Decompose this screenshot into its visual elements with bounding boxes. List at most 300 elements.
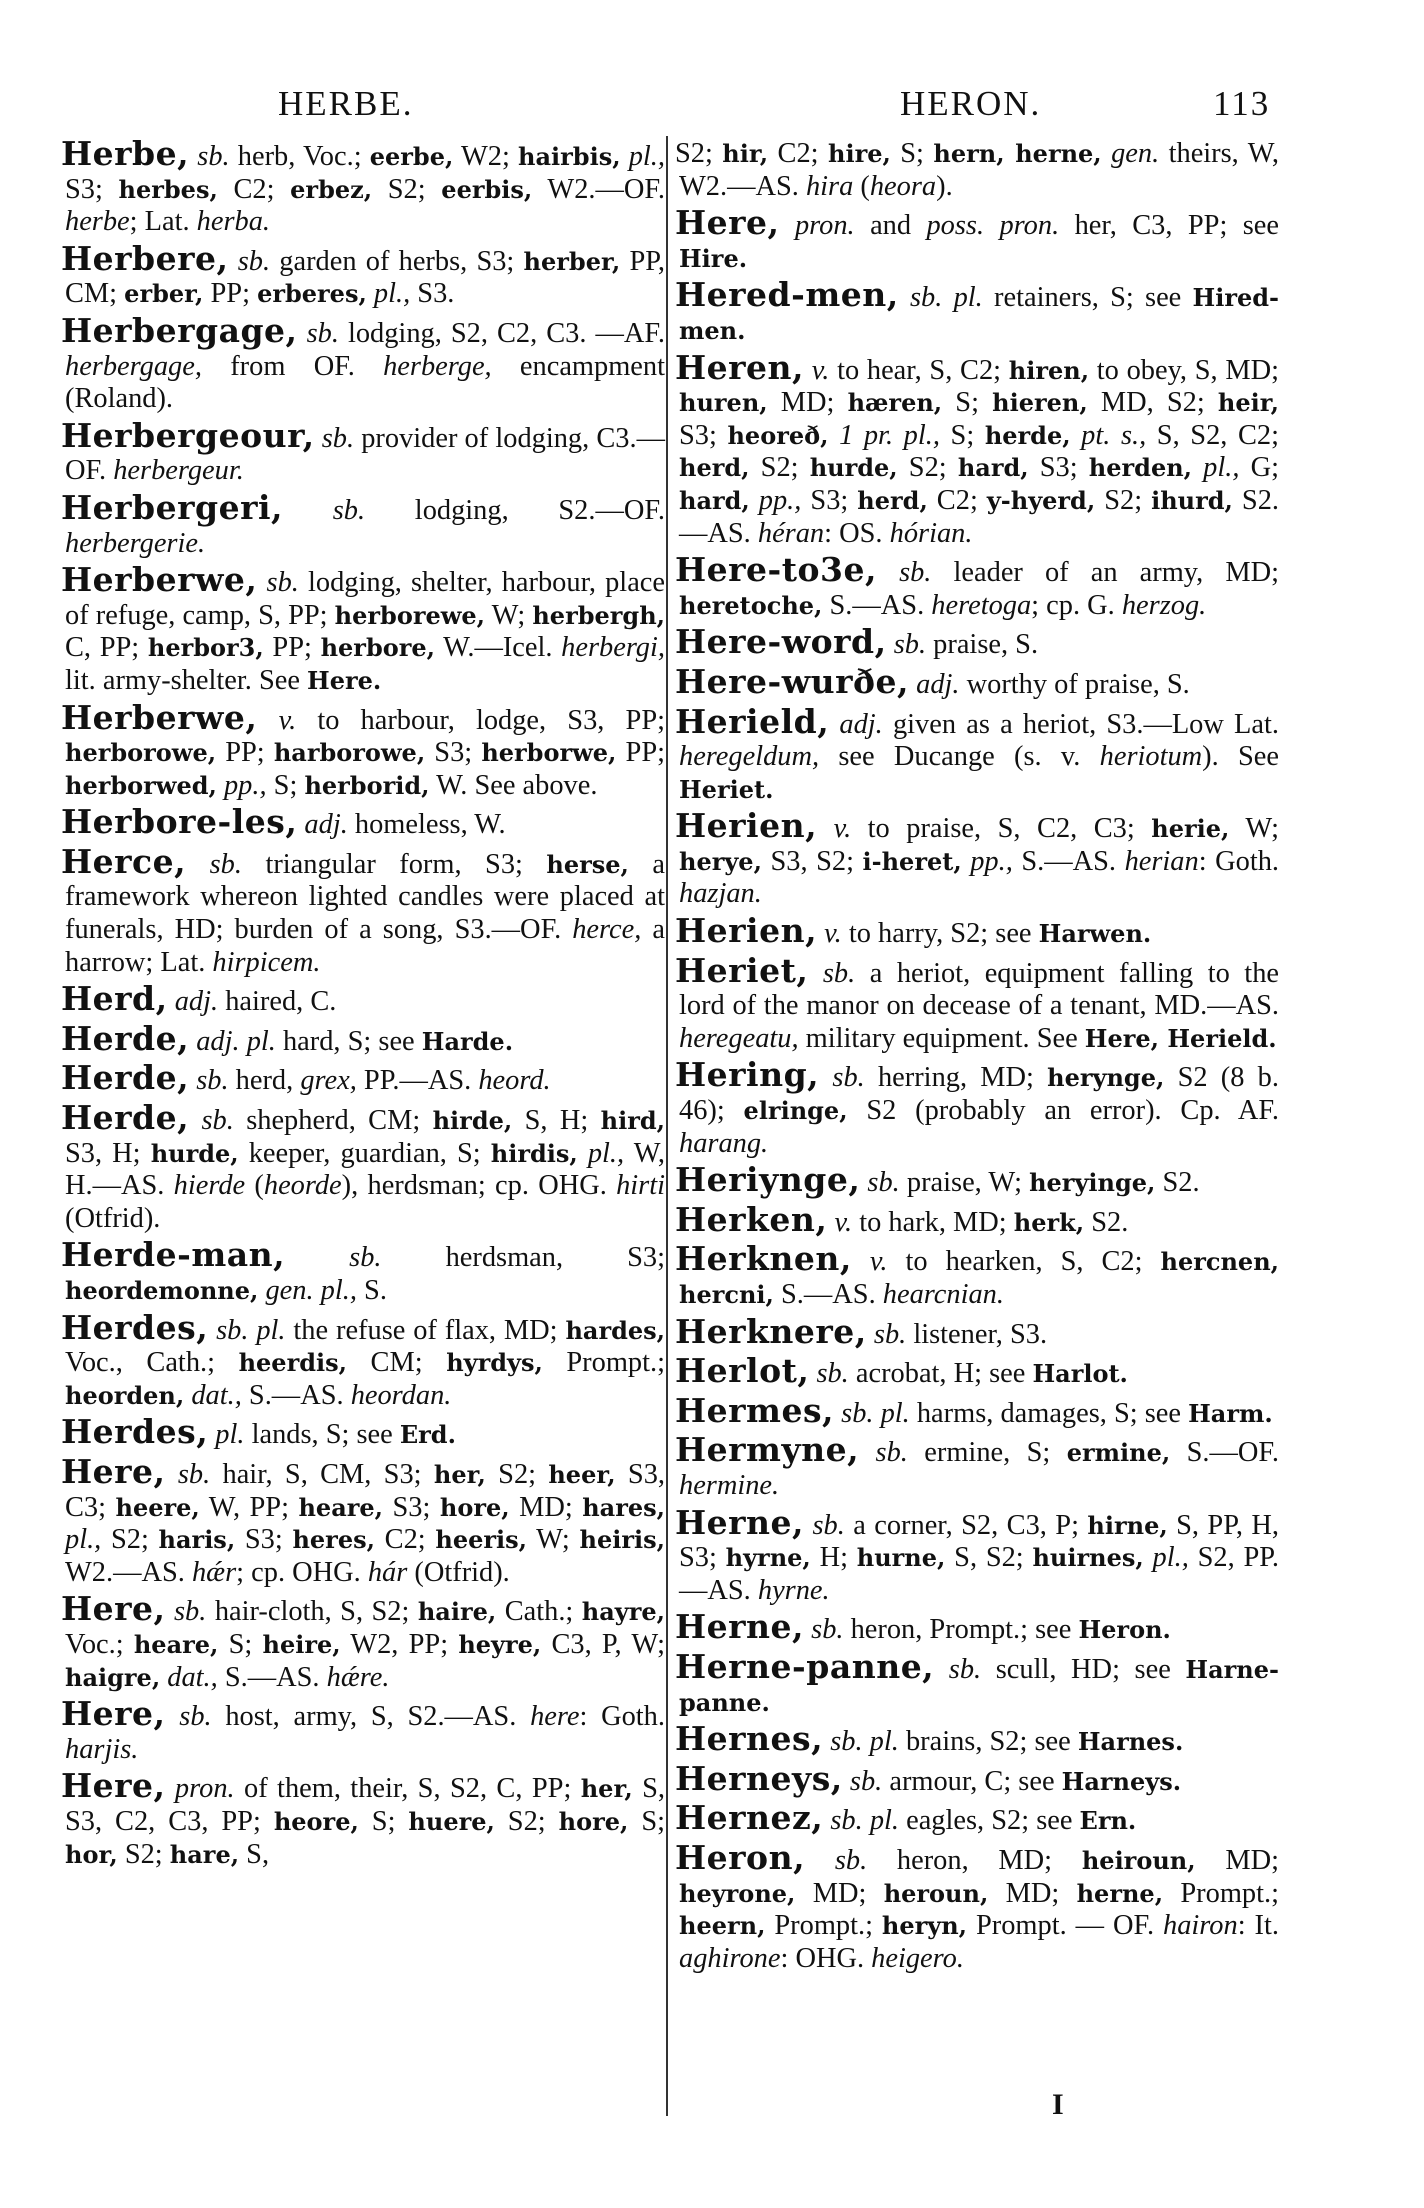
entry-text: brains, S2; see <box>898 1726 1078 1758</box>
headword: Herlot, <box>675 1351 810 1391</box>
variant-form: herborid, <box>304 770 430 800</box>
variant-form: erber, <box>124 279 204 309</box>
entry-text: G; <box>1239 452 1279 484</box>
entry-text: S2; <box>494 1805 559 1837</box>
italic-text: hyrne. <box>757 1574 830 1606</box>
italic-text: adj. <box>829 708 883 740</box>
italic-text: sb. <box>804 1509 845 1541</box>
entry-text: Prompt. — OF. <box>967 1910 1164 1942</box>
entry-text: Voc., Cath.; <box>65 1347 239 1379</box>
page-number: 113 <box>1213 84 1271 123</box>
italic-text: pp., <box>216 769 267 801</box>
headword: Herde, <box>61 1058 190 1098</box>
dictionary-entry <box>675 1607 1279 1647</box>
variant-form: herborwe, <box>481 738 617 768</box>
variant-form: heeris, <box>435 1525 527 1555</box>
entry-text: leader of an army, MD; <box>931 557 1279 589</box>
entry-text: C2; <box>217 173 291 205</box>
variant-form: heres, <box>292 1525 375 1555</box>
italic-text: heorde <box>263 1170 342 1202</box>
variant-form: heir, <box>1217 388 1279 418</box>
headword: Here, <box>675 203 780 243</box>
entry-text: S3, C3; <box>65 1458 665 1523</box>
entry-text: triangular form, S3; <box>241 848 547 880</box>
entry-text: given as a heriot, S3.—Low Lat. <box>882 708 1279 740</box>
entry-text: listener, S3. <box>906 1318 1048 1350</box>
italic-text: heigero. <box>871 1942 964 1974</box>
headword: Herde, <box>61 1098 190 1138</box>
italic-text: sb. <box>189 1065 229 1097</box>
headword: Herdes, <box>61 1307 209 1347</box>
italic-text: sb. pl. <box>208 1314 286 1346</box>
italic-text: sb. pl. <box>898 282 983 314</box>
entry-text: to harry, S2; see <box>841 918 1039 950</box>
italic-text: pl., <box>65 1524 102 1556</box>
headword: Herde-man, <box>61 1235 286 1275</box>
variant-form: hard, <box>957 453 1029 483</box>
headword: Herd, <box>61 979 168 1019</box>
entry-text: S.—AS. <box>217 1661 327 1693</box>
dictionary-entry <box>61 487 665 560</box>
dictionary-entry <box>61 802 665 842</box>
entry-text: lodging, S2, C2, C3. —AF. <box>338 317 665 349</box>
dictionary-entry <box>61 1451 665 1589</box>
italic-text: v. <box>817 918 842 950</box>
variant-form: heoreð, <box>727 420 829 450</box>
variant-form: her, <box>433 1459 486 1489</box>
variant-form: i-heret, <box>862 846 962 876</box>
italic-text: adj. <box>909 668 960 700</box>
headword: Herield, <box>675 701 830 741</box>
dictionary-entry <box>675 1160 1279 1200</box>
headword: Herbe, <box>61 134 190 173</box>
variant-form: herborewe, <box>334 600 486 630</box>
entry-text: homeless, W. <box>347 809 506 841</box>
dictionary-entry <box>675 1719 1279 1759</box>
headword: Herne, <box>675 1607 805 1647</box>
entry-text: W; <box>1229 813 1279 845</box>
italic-text: hár <box>367 1556 408 1588</box>
dictionary-entry <box>675 661 1279 702</box>
variant-form: hæren, <box>847 388 943 418</box>
entry-text: W; <box>527 1524 580 1556</box>
italic-text: herian <box>1124 845 1199 877</box>
entry-text: W2, PP; <box>340 1628 459 1660</box>
italic-text: pl., <box>1192 452 1240 484</box>
entry-text: MD, S2; <box>1087 387 1218 419</box>
variant-form: heordemonne, <box>65 1276 259 1305</box>
entry-text: to praise, S, C2, C3; <box>851 813 1152 845</box>
variant-form: Harnes. <box>1077 1727 1184 1757</box>
italic-text: heregeatu, <box>679 1022 799 1054</box>
italic-text: heora <box>869 170 937 202</box>
entry-text: S3, S2; <box>761 845 863 877</box>
headword: Herknen, <box>675 1239 852 1279</box>
variant-form: hore, <box>558 1806 629 1836</box>
variant-form: heire, <box>262 1629 341 1659</box>
entry-text: acrobat, H; see <box>848 1358 1033 1390</box>
signature-mark: I <box>1052 2088 1064 2121</box>
entry-text: PP, CM; <box>65 245 665 310</box>
italic-text: sb. pl. <box>823 1726 899 1758</box>
dictionary-entry <box>61 310 665 416</box>
variant-form: herne, <box>1076 1878 1164 1908</box>
dictionary-entry <box>61 841 665 979</box>
entry-text: (Otfrid). <box>65 1202 161 1234</box>
variant-form: eerbis, <box>441 174 533 204</box>
entry-text: (Otfrid). <box>407 1556 510 1588</box>
entry-text: ; cp. G. <box>1031 589 1122 621</box>
dictionary-entry <box>61 1058 665 1098</box>
entry-text: W, PP; <box>199 1491 299 1523</box>
variant-form: herber, <box>523 246 621 276</box>
headword: Herde, <box>61 1018 190 1058</box>
variant-form: haris, <box>158 1525 236 1555</box>
italic-text: pl., <box>620 141 665 172</box>
entry-text: S.—AS. <box>773 1279 883 1310</box>
entry-text: lit. army-shelter. See <box>65 664 308 696</box>
italic-text: herzog. <box>1121 589 1207 621</box>
variant-form: Harde. <box>421 1026 514 1056</box>
dictionary-entry <box>675 911 1279 951</box>
italic-text: gen. <box>1101 138 1160 169</box>
entry-text: host, army, S, S2.—AS. <box>211 1701 531 1733</box>
entry-text: retainers, S; see <box>982 282 1193 314</box>
entry-text: Prompt.; <box>765 1910 882 1942</box>
entry-text: ; cp. OHG. <box>236 1556 368 1588</box>
italic-text: sb. <box>314 422 355 454</box>
entry-text: S, S3, C2, C3, PP; <box>65 1773 665 1837</box>
italic-text: sb. pl. <box>823 1805 899 1837</box>
variant-form: herborowe, <box>65 738 217 768</box>
entry-text: lodging, S2.—OF. <box>365 494 665 526</box>
entry-text: lodging, shelter, harbour, place of refuge, camp, S, PP; <box>65 567 665 631</box>
entry-text: a corner, S2, C3, P; <box>844 1509 1088 1541</box>
variant-form: harborowe, <box>273 738 426 768</box>
entry-text: a harrow; Lat. <box>65 914 665 978</box>
variant-form: hire, <box>828 139 891 168</box>
headword: Heren, <box>675 347 805 387</box>
italic-text: sb. <box>934 1653 982 1685</box>
entry-text: MD; <box>767 387 848 419</box>
italic-text: herbergeur. <box>113 455 244 487</box>
variant-form: hard, <box>679 485 750 515</box>
headword: Herdes, <box>61 1412 209 1452</box>
entry-text: worthy of praise, S. <box>959 668 1190 700</box>
entry-text: S3; <box>65 173 119 205</box>
dictionary-entry <box>675 203 1279 275</box>
headword: Hermes, <box>675 1390 835 1430</box>
dictionary-entry <box>675 1430 1279 1502</box>
variant-form: Harne-panne. <box>679 1654 1279 1717</box>
entry-text: of them, their, S, S2, C, PP; <box>234 1773 581 1805</box>
entry-text: hair-cloth, S, S2; <box>206 1596 418 1628</box>
italic-text: dat., <box>184 1379 242 1411</box>
running-head-left: HERBE. <box>278 84 414 123</box>
variant-form: heern, <box>679 1911 766 1941</box>
variant-form: elringe, <box>743 1096 848 1126</box>
italic-text: grex, <box>300 1065 357 1097</box>
variant-form: hardes, <box>565 1315 665 1345</box>
variant-form: haire, <box>417 1597 497 1627</box>
dictionary-entry <box>675 1311 1279 1352</box>
variant-form: hirde, <box>432 1106 513 1136</box>
variant-form: heryinge, <box>1029 1168 1156 1198</box>
entry-text: C, PP; <box>65 632 148 664</box>
headword: Here, <box>61 1451 166 1491</box>
italic-text: pp., <box>961 845 1013 877</box>
italic-text: sb. <box>257 567 299 599</box>
entry-text: haired, C. <box>218 986 337 1018</box>
entry-text: W. See above. <box>429 769 598 801</box>
variant-form: Heriet. <box>679 774 774 804</box>
headword: Herien, <box>675 806 818 846</box>
entry-text: S3; <box>1028 452 1089 484</box>
headword: Hernes, <box>675 1719 824 1759</box>
headword: Here-word, <box>675 622 887 662</box>
entry-text: S2; <box>101 1524 159 1556</box>
variant-form: Here, Herield. <box>1084 1023 1277 1053</box>
entry-text: keeper, guardian, S; <box>238 1137 491 1169</box>
variant-form: hare, <box>169 1839 240 1869</box>
running-head-right: HERON. <box>900 84 1042 123</box>
entry-text: herb, Voc.; <box>229 141 370 172</box>
italic-text: pt. s., <box>1070 419 1147 451</box>
headword: Herce, <box>61 841 187 881</box>
entry-text: C3, P, W; <box>541 1628 665 1660</box>
column-divider <box>666 136 668 2116</box>
entry-text: hair, S, CM, S3; <box>210 1458 434 1490</box>
entry-text: S2 (probably an error). Cp. AF. <box>847 1095 1279 1127</box>
headword: Herbergeri, <box>61 487 283 527</box>
italic-text: sb. <box>866 1318 907 1350</box>
variant-form: Here. <box>307 665 382 695</box>
variant-form: Hired-men. <box>679 283 1279 345</box>
italic-text: sb. <box>876 557 932 589</box>
italic-text: herbergage, <box>65 350 202 382</box>
entry-text: heron, MD; <box>867 1844 1082 1876</box>
variant-form: heere, <box>115 1492 200 1522</box>
entry-text: S. <box>356 1275 387 1306</box>
dictionary-entry <box>61 238 665 311</box>
headword: Heriynge, <box>675 1160 861 1200</box>
variant-form: haigre, <box>65 1662 161 1692</box>
dictionary-entry <box>675 1837 1279 1975</box>
entry-text: S2. <box>1084 1206 1129 1238</box>
variant-form: herse, <box>546 849 629 879</box>
italic-text: harang. <box>679 1127 769 1159</box>
entry-text: ), herdsman; cp. OHG. <box>341 1170 617 1202</box>
variant-form: heore, <box>273 1806 359 1836</box>
italic-text: herce, <box>572 914 642 946</box>
italic-text: hirti <box>616 1170 665 1202</box>
dictionary-entry <box>675 1646 1279 1719</box>
italic-text: herbergerie. <box>65 527 206 559</box>
entry-text: and <box>854 210 927 242</box>
italic-text: hermine. <box>679 1469 780 1501</box>
entry-text: S2; <box>485 1458 549 1490</box>
variant-form: Harm. <box>1188 1398 1273 1428</box>
italic-text: hǽr <box>191 1556 237 1588</box>
variant-form: hairbis, <box>518 142 621 171</box>
dictionary-entry <box>675 1798 1279 1838</box>
variant-form: herbergh, <box>532 600 666 630</box>
headword: Heron, <box>675 1837 806 1877</box>
headword: Herne-panne, <box>675 1646 935 1686</box>
italic-text: gen. pl., <box>258 1275 357 1306</box>
entry-text: W2.—AS. <box>65 1556 192 1588</box>
dictionary-entry <box>675 1239 1279 1311</box>
entry-text: S; <box>218 1628 263 1660</box>
italic-text: hairon <box>1163 1910 1238 1942</box>
variant-form: erberes, <box>257 279 367 309</box>
entry-text: S2; <box>897 452 958 484</box>
entry-text: S.—AS. <box>1012 845 1125 877</box>
italic-text: harjis. <box>65 1733 139 1765</box>
entry-text: S3; <box>235 1524 293 1556</box>
italic-text: sb. pl. <box>834 1397 910 1429</box>
variant-form: heyre, <box>458 1629 542 1659</box>
variant-form: hurne, <box>856 1543 946 1573</box>
entry-text: ermine, S; <box>907 1437 1067 1469</box>
headword: Herbere, <box>61 238 229 278</box>
italic-text: here <box>530 1701 580 1733</box>
entry-text: Prompt.; <box>542 1347 665 1379</box>
entry-text: W2.—OF. <box>532 173 665 205</box>
italic-text: adj. <box>297 809 348 841</box>
variant-form: huren, <box>679 388 768 418</box>
variant-form: heerdis, <box>238 1348 347 1378</box>
entry-text: W; <box>485 599 533 631</box>
entry-text: S3. <box>410 278 455 310</box>
italic-text: pp., <box>749 484 802 516</box>
entry-text: S, H; <box>512 1105 601 1137</box>
italic-text: sb. <box>283 494 366 526</box>
variant-form: herd, <box>857 485 928 515</box>
italic-text: 1 pr. pl., <box>828 419 940 451</box>
variant-form: heyrone, <box>679 1878 796 1908</box>
entry-text: S.—OF. <box>1170 1437 1279 1469</box>
variant-form: Ern. <box>1079 1806 1137 1836</box>
italic-text: héran <box>757 517 825 549</box>
variant-form: heroun, <box>883 1878 989 1908</box>
italic-text: pron. <box>779 210 855 242</box>
variant-form: heryn, <box>881 1911 968 1941</box>
italic-text: heretoga <box>931 589 1032 621</box>
entry-text: C2; <box>768 138 828 169</box>
dictionary-entry <box>61 415 665 488</box>
italic-text: pl., <box>1143 1542 1189 1574</box>
italic-text: v. <box>257 704 297 736</box>
entry-text: W.—Icel. <box>435 632 562 664</box>
italic-text: hierde <box>173 1170 246 1202</box>
entry-text: ). <box>936 170 953 202</box>
variant-form: hieren, <box>992 388 1088 418</box>
variant-form: herynge, <box>1047 1063 1165 1093</box>
italic-text: aghirone <box>679 1942 781 1974</box>
variant-form: hercnen, hercni, <box>679 1247 1279 1309</box>
variant-form: heer, <box>548 1459 616 1489</box>
dictionary-entry <box>61 134 665 239</box>
variant-form: herbor3, <box>147 633 264 663</box>
italic-text: sb. <box>809 1358 849 1390</box>
entry-text: see Ducange (s. v. <box>819 741 1100 773</box>
variant-form: erbez, <box>290 174 373 204</box>
variant-form: herk, <box>1013 1207 1085 1237</box>
italic-text: pl., <box>366 278 411 310</box>
headword: Here, <box>61 1766 166 1806</box>
variant-form: huirnes, <box>1032 1543 1144 1573</box>
dictionary-entry <box>675 1199 1279 1240</box>
dictionary-entry <box>61 1766 666 1871</box>
headword: Hermyne, <box>675 1430 860 1470</box>
variant-form: herden, <box>1088 453 1193 483</box>
variant-form: ermine, <box>1066 1438 1171 1468</box>
entry-text: : Goth. <box>1198 845 1279 877</box>
entry-text: S, PP, H, S3; <box>679 1509 1279 1574</box>
italic-text: adj. pl. <box>189 1025 276 1057</box>
entry-text: ; Lat. <box>129 206 197 238</box>
italic-text: sb. <box>165 1458 211 1490</box>
entry-text: W, H.—AS. <box>65 1137 665 1202</box>
variant-form: hore, <box>439 1492 510 1522</box>
variant-form: hyrdys, <box>446 1348 543 1378</box>
entry-text: S2; <box>675 138 723 169</box>
entry-text: : OHG. <box>780 1942 872 1974</box>
dictionary-entry <box>61 1018 665 1059</box>
dictionary-entry <box>675 1758 1279 1799</box>
italic-text: hira <box>805 170 854 202</box>
variant-form: Harneys. <box>1061 1766 1182 1796</box>
entry-text: a heriot, equipment falling to the lord of the manor on decease of a tenant, MD.—AS. <box>679 957 1279 1022</box>
entry-text: hard, S; see <box>275 1025 422 1057</box>
italic-text: sb. <box>808 957 856 989</box>
dictionary-entry <box>61 1694 665 1766</box>
headword: Herbore-les, <box>61 802 298 842</box>
headword: Herneys, <box>675 1758 843 1798</box>
variant-form: hares, <box>582 1492 665 1522</box>
entry-text: MD; <box>1195 1844 1279 1876</box>
variant-form: Erd. <box>399 1420 456 1450</box>
entry-text: S; <box>942 387 993 419</box>
entry-text: to hark, MD; <box>852 1206 1014 1238</box>
italic-text: sb. <box>819 1062 865 1094</box>
entry-text: PP; <box>263 632 321 664</box>
entry-text: herd, <box>228 1065 301 1097</box>
entry-text: Prompt.; <box>1163 1877 1279 1909</box>
entry-text: S.—AS. <box>822 589 932 621</box>
italic-text: v. <box>827 1206 853 1238</box>
variant-form: hird, <box>600 1106 665 1136</box>
variant-form: Harwen. <box>1038 919 1152 949</box>
entry-text: S; <box>890 138 934 169</box>
entry-text: MD; <box>509 1491 583 1523</box>
entry-text: : OS. <box>824 517 890 549</box>
dictionary-entry <box>61 1412 665 1452</box>
entry-text: her, C3, PP; see <box>1059 210 1279 242</box>
entry-text: PP; <box>616 737 665 769</box>
entry-text: MD; <box>795 1877 884 1909</box>
entry-text: S; <box>358 1805 409 1837</box>
entry-text: military equipment. See <box>798 1022 1085 1054</box>
variant-form: heorden, <box>65 1380 185 1410</box>
entry-text: garden of herbs, S3; <box>270 245 524 277</box>
variant-form: hor, <box>65 1839 118 1869</box>
italic-text: poss. pron. <box>926 210 1060 242</box>
italic-text: sb. <box>186 848 242 880</box>
italic-text: heregeldum, <box>679 741 820 773</box>
entry-text: S.—AS. <box>241 1379 351 1411</box>
